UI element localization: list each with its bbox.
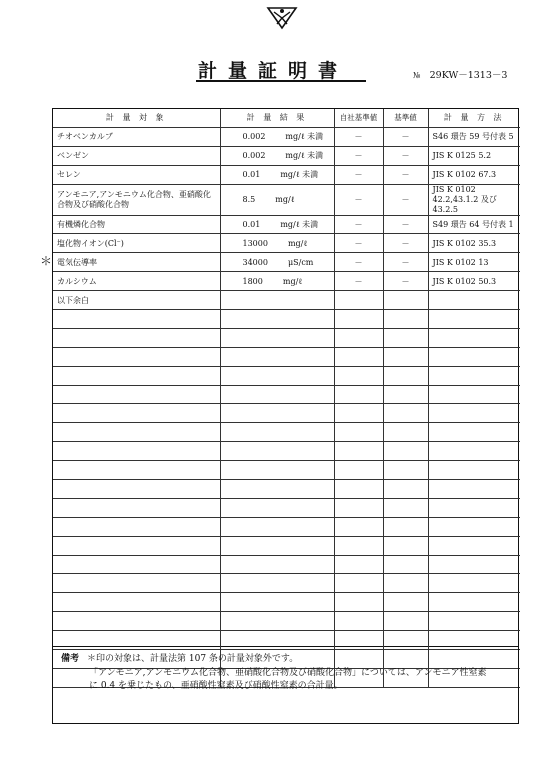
table-row <box>53 347 520 366</box>
table-row <box>53 215 520 234</box>
cell-own-standard <box>334 146 383 165</box>
cell-result-text: 1800 <box>242 276 263 286</box>
cell-own-standard <box>334 574 383 593</box>
header-standard: 基準値 <box>383 109 428 127</box>
cell-method <box>428 612 520 631</box>
cell-standard-text: － <box>401 151 410 161</box>
cell-item <box>53 366 220 385</box>
table-row <box>53 404 520 423</box>
cell-result <box>220 146 334 165</box>
table-row <box>53 385 520 404</box>
cell-own-standard-text: － <box>354 170 363 180</box>
cell-standard <box>383 234 428 253</box>
header-method: 計 量 方 法 <box>428 109 520 127</box>
cell-own-standard <box>334 328 383 347</box>
table-row <box>53 423 520 442</box>
cell-standard <box>383 498 428 517</box>
cell-standard <box>383 574 428 593</box>
table-row <box>53 593 520 612</box>
cell-own-standard <box>334 404 383 423</box>
table-row <box>53 184 520 215</box>
cell-standard <box>383 461 428 480</box>
document-title: 計量証明書 <box>198 60 349 82</box>
cell-result <box>220 165 334 184</box>
cell-standard <box>383 593 428 612</box>
table-row <box>53 574 520 593</box>
cell-standard <box>383 291 428 310</box>
cell-standard-text: － <box>401 132 410 142</box>
cell-result-text: 0.002 <box>242 132 266 142</box>
table-row <box>53 127 520 146</box>
header-item: 計 量 対 象 <box>53 109 220 127</box>
cell-item <box>53 328 220 347</box>
cell-standard <box>383 184 428 215</box>
cell-own-standard <box>334 517 383 536</box>
cell-own-standard-text: － <box>354 220 363 229</box>
cell-method <box>428 272 520 291</box>
cell-result <box>220 536 334 555</box>
cell-method <box>428 215 520 234</box>
cell-standard <box>383 366 428 385</box>
cell-result <box>220 184 334 215</box>
cell-own-standard <box>334 536 383 555</box>
cell-method <box>428 498 520 517</box>
cell-method-text: JIS K 0102 42.2,43.1.2 及び 43.2.5 <box>432 184 497 214</box>
cell-item <box>53 127 220 146</box>
cell-standard <box>383 146 428 165</box>
header-own-standard: 自社基準値 <box>334 109 383 127</box>
cell-item <box>53 593 220 612</box>
results-table <box>53 109 520 688</box>
cell-result-text: 0.002 <box>242 151 266 161</box>
table-row <box>53 291 520 310</box>
cell-method <box>428 555 520 574</box>
table-row <box>53 328 520 347</box>
cell-own-standard <box>334 593 383 612</box>
table-row <box>53 253 520 272</box>
cell-own-standard <box>334 555 383 574</box>
cell-method <box>428 536 520 555</box>
cell-unit: mg/ℓ 未満 <box>285 151 324 161</box>
table-row <box>53 480 520 499</box>
cell-result <box>220 127 334 146</box>
cell-result <box>220 498 334 517</box>
cell-own-standard <box>334 612 383 631</box>
cell-result <box>220 593 334 612</box>
cell-method <box>428 461 520 480</box>
cell-item-text: ベンゼン <box>57 151 89 161</box>
table-row <box>53 366 520 385</box>
cell-method <box>428 442 520 461</box>
cell-standard <box>383 272 428 291</box>
cell-item-text: セレン <box>57 170 81 180</box>
remarks-box <box>52 647 519 724</box>
cell-result-text: 13000 <box>242 238 268 248</box>
cell-result <box>220 404 334 423</box>
cell-item-text: 有機燐化合物 <box>57 220 105 229</box>
cell-standard <box>383 347 428 366</box>
cell-own-standard <box>334 184 383 215</box>
cell-method <box>428 347 520 366</box>
remarks-line-2: 「アンモニア,アンモニウム化合物、亜硝酸化合物及び硝酸化合物」については、アンモニア性窒素 <box>89 667 487 678</box>
cell-item <box>53 612 220 631</box>
cell-own-standard <box>334 215 383 234</box>
cell-method-text: JIS K 0102 50.3 <box>432 276 497 286</box>
cell-own-standard <box>334 461 383 480</box>
number-value: 29KW－1313－3 <box>429 70 508 81</box>
cell-item <box>53 146 220 165</box>
cell-standard <box>383 423 428 442</box>
table-row <box>53 517 520 536</box>
cell-own-standard <box>334 366 383 385</box>
cell-unit: mg/ℓ <box>282 276 303 286</box>
cell-own-standard <box>334 127 383 146</box>
cell-standard-text: － <box>401 195 410 205</box>
table-row <box>53 555 520 574</box>
cell-method-text: JIS K 0125 5.2 <box>432 151 492 161</box>
cell-result-text: 0.01 <box>242 220 261 229</box>
cell-item <box>53 165 220 184</box>
cell-method <box>428 310 520 329</box>
cell-standard <box>383 555 428 574</box>
table-row <box>53 272 520 291</box>
table-row <box>53 146 520 165</box>
cell-method-text: JIS K 0102 67.3 <box>432 170 497 180</box>
cell-item <box>53 442 220 461</box>
cell-unit: mg/ℓ <box>287 238 308 248</box>
cell-item-text: アンモニア,アンモニウム化合物、亜硝酸化合物及び硝酸化合物 <box>57 189 211 209</box>
cell-own-standard-text: － <box>354 132 363 142</box>
cell-unit: mg/ℓ 未満 <box>280 170 319 180</box>
cell-method-text: JIS K 0102 13 <box>432 257 489 267</box>
cell-standard <box>383 215 428 234</box>
cell-result <box>220 234 334 253</box>
cell-standard <box>383 165 428 184</box>
title-underline <box>196 80 366 82</box>
cell-method <box>428 127 520 146</box>
cell-result <box>220 612 334 631</box>
cell-standard <box>383 328 428 347</box>
cell-standard <box>383 310 428 329</box>
cell-item <box>53 404 220 423</box>
cell-standard-text: － <box>401 220 410 229</box>
cell-item <box>53 291 220 310</box>
cell-own-standard <box>334 423 383 442</box>
cell-own-standard <box>334 347 383 366</box>
cell-result <box>220 423 334 442</box>
cell-item <box>53 574 220 593</box>
remarks-line-3: に 0.4 を乗じたもの、亜硝酸性窒素及び硝酸性窒素の合計量。 <box>89 681 343 691</box>
table-header-row <box>53 109 520 127</box>
cell-item <box>53 517 220 536</box>
table-row <box>53 536 520 555</box>
number-label: № <box>413 71 421 80</box>
cell-own-standard <box>334 234 383 253</box>
cell-own-standard <box>334 253 383 272</box>
remarks-label: 備考 <box>61 654 80 664</box>
cell-result <box>220 366 334 385</box>
cell-own-standard-text: － <box>354 276 363 286</box>
cell-standard <box>383 442 428 461</box>
cell-standard <box>383 536 428 555</box>
cell-unit: mg/ℓ <box>275 195 295 205</box>
cell-standard <box>383 404 428 423</box>
cell-result-text: 0.01 <box>242 170 261 180</box>
cell-own-standard <box>334 480 383 499</box>
cell-own-standard <box>334 442 383 461</box>
cell-result <box>220 385 334 404</box>
cell-item <box>53 555 220 574</box>
cell-method <box>428 385 520 404</box>
cell-result <box>220 253 334 272</box>
cell-own-standard <box>334 498 383 517</box>
remarks-line-1: ＊印の対象は、計量法第 107 条の計量対象外です。 <box>87 654 299 664</box>
cell-item <box>53 272 220 291</box>
cell-item <box>53 480 220 499</box>
cell-item <box>53 498 220 517</box>
cell-item-text: カルシウム <box>57 276 97 286</box>
cell-result <box>220 310 334 329</box>
cell-standard-text: － <box>401 276 410 286</box>
cell-result-text: 34000 <box>242 257 268 267</box>
cell-standard <box>383 127 428 146</box>
cell-result <box>220 328 334 347</box>
cell-result <box>220 480 334 499</box>
cell-own-standard-text: － <box>354 257 363 267</box>
cell-item-text: 電気伝導率 <box>57 257 97 267</box>
cell-result <box>220 272 334 291</box>
cell-item <box>53 347 220 366</box>
cell-standard <box>383 612 428 631</box>
cell-unit: mg/ℓ 未満 <box>285 132 324 142</box>
cell-item <box>53 310 220 329</box>
cell-standard <box>383 253 428 272</box>
cell-standard-text: － <box>401 257 410 267</box>
cell-standard <box>383 517 428 536</box>
cell-method <box>428 146 520 165</box>
cell-item <box>53 461 220 480</box>
cell-result <box>220 215 334 234</box>
table-row <box>53 612 520 631</box>
cell-result <box>220 442 334 461</box>
table-row <box>53 310 520 329</box>
cell-result <box>220 574 334 593</box>
cell-method <box>428 574 520 593</box>
cell-own-standard-text: － <box>354 151 363 161</box>
cell-own-standard-text: － <box>354 195 363 205</box>
table-body <box>53 127 520 687</box>
cell-own-standard-text: － <box>354 238 363 248</box>
cell-method-text: S49 環告 64 号付表 1 <box>432 220 514 229</box>
company-logo-icon <box>265 4 299 30</box>
cell-standard-text: － <box>401 238 410 248</box>
certificate-number <box>413 67 507 81</box>
cell-standard <box>383 480 428 499</box>
cell-result <box>220 555 334 574</box>
results-table-frame <box>52 108 519 647</box>
cell-method <box>428 593 520 612</box>
cell-method <box>428 480 520 499</box>
cell-result <box>220 517 334 536</box>
cell-method <box>428 184 520 215</box>
cell-item <box>53 184 220 215</box>
row-mark-asterisk: ＊ <box>40 254 53 268</box>
cell-item <box>53 536 220 555</box>
cell-unit: μS/cm <box>287 257 314 267</box>
cell-own-standard <box>334 310 383 329</box>
cell-method-text: S46 環告 59 号付表 5 <box>432 132 514 142</box>
cell-method <box>428 291 520 310</box>
table-row <box>53 234 520 253</box>
cell-method <box>428 165 520 184</box>
cell-method <box>428 253 520 272</box>
table-row <box>53 461 520 480</box>
cell-item-text: 以下余白 <box>57 295 89 305</box>
cell-item-text: 塩化物イオン(Cl⁻) <box>57 238 124 248</box>
cell-result <box>220 291 334 310</box>
cell-standard-text: － <box>401 170 410 180</box>
cell-own-standard <box>334 165 383 184</box>
cell-method <box>428 517 520 536</box>
table-row <box>53 498 520 517</box>
cell-method <box>428 404 520 423</box>
table-row <box>53 442 520 461</box>
header-result: 計 量 結 果 <box>220 109 334 127</box>
cell-item-text: チオベンカルブ <box>57 132 113 142</box>
cell-item <box>53 423 220 442</box>
cell-item <box>53 234 220 253</box>
cell-method <box>428 423 520 442</box>
cell-method <box>428 366 520 385</box>
cell-unit: mg/ℓ 未満 <box>280 220 319 229</box>
cell-standard <box>383 385 428 404</box>
cell-result <box>220 347 334 366</box>
cell-method <box>428 234 520 253</box>
cell-own-standard <box>334 272 383 291</box>
cell-item <box>53 215 220 234</box>
table-row <box>53 165 520 184</box>
cell-method-text: JIS K 0102 35.3 <box>432 238 497 248</box>
cell-own-standard <box>334 291 383 310</box>
cell-result-text: 8.5 <box>242 195 256 205</box>
cell-method <box>428 328 520 347</box>
cell-result <box>220 461 334 480</box>
cell-item <box>53 385 220 404</box>
cell-item <box>53 253 220 272</box>
cell-own-standard <box>334 385 383 404</box>
